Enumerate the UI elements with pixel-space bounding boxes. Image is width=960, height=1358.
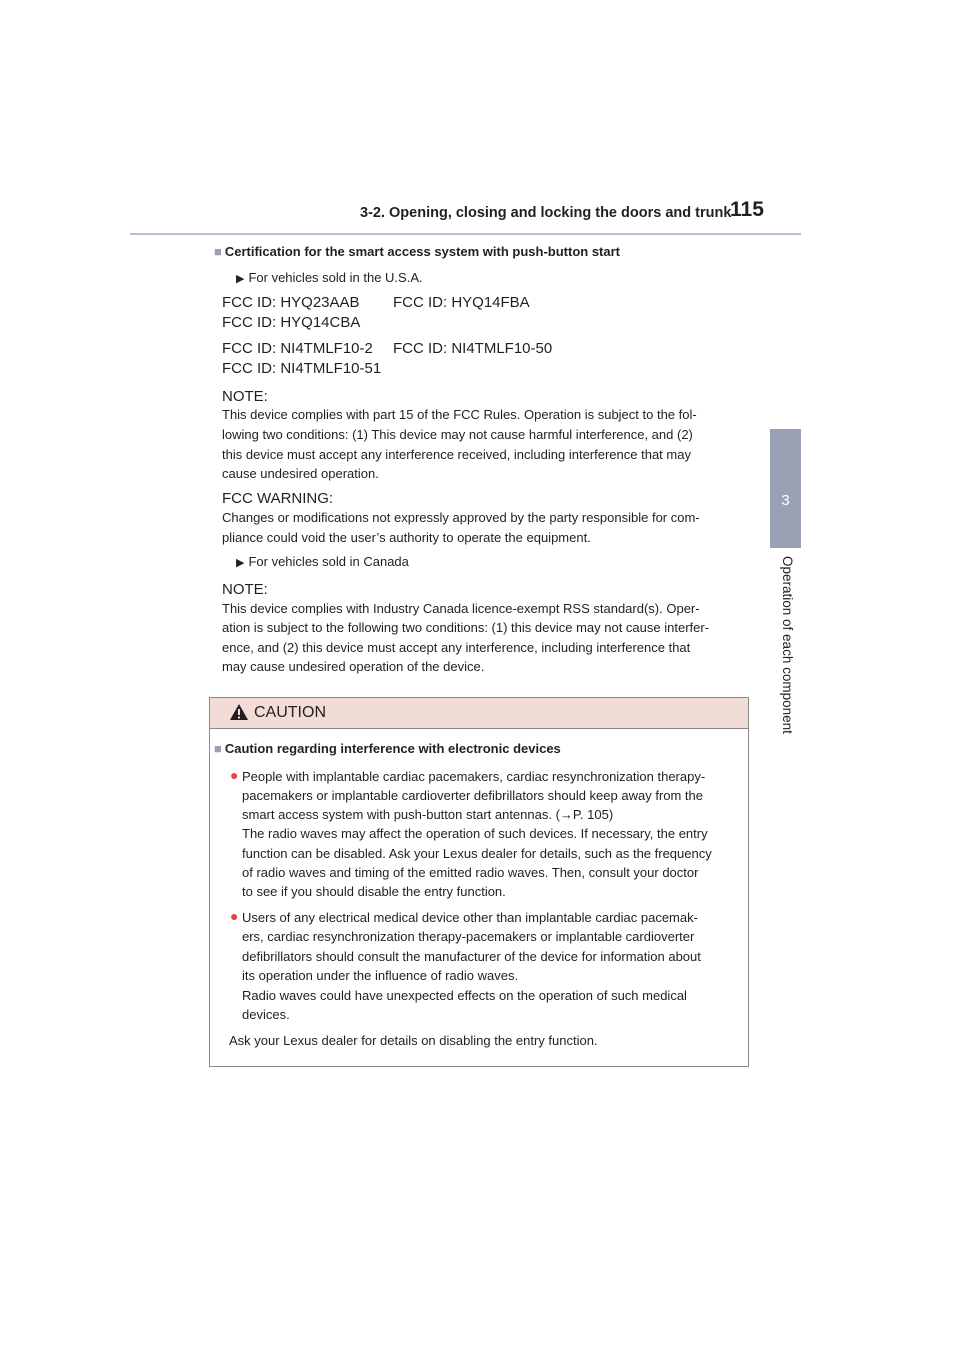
caution-bullet-line: defibrillators should consult the manufacturer of the device for information about xyxy=(242,949,701,964)
caution-bullet-line: People with implantable cardiac pacemakers, cardiac resynchronization therapy- xyxy=(242,769,706,784)
canada-note-label: NOTE: xyxy=(222,581,268,598)
canada-note-line: ence, and (2) this device must accept any interference, including interference that xyxy=(222,640,691,655)
caution-bullet-line: devices. xyxy=(242,1007,290,1022)
usa-label: ▶ For vehicles sold in the U.S.A. xyxy=(236,270,423,285)
caution-heading: ■ Caution regarding interference with electronic devices xyxy=(214,741,561,756)
caution-bullet-line: to see if you should disable the entry function. xyxy=(242,884,506,899)
fcc-id: FCC ID: NI4TMLF10-51 xyxy=(222,360,382,377)
caution-bullet-line: The radio waves may affect the operation of such devices. If necessary, the entry xyxy=(242,826,708,841)
caution-bullet-line: Users of any electrical medical device other than implantable cardiac pacemak- xyxy=(242,910,698,925)
fcc-id: FCC ID: HYQ14CBA xyxy=(222,314,361,331)
triangle-bullet-icon: ▶ xyxy=(236,557,245,569)
bullet-dot-icon: ● xyxy=(230,767,239,783)
canada-label: ▶ For vehicles sold in Canada xyxy=(236,554,409,569)
square-bullet-icon: ■ xyxy=(214,741,222,756)
canada-note-line: This device complies with Industry Canada licence-exempt RSS standard(s). Oper- xyxy=(222,601,700,616)
fcc-id: FCC ID: HYQ23AAB xyxy=(222,294,360,311)
usa-note-line: cause undesired operation. xyxy=(222,466,379,481)
caution-bullet-line: pacemakers or implantable cardioverter defibrillators should keep away from the xyxy=(242,788,703,803)
caution-bullet-line: of radio waves and timing of the emitted radio waves. Then, consult your doctor xyxy=(242,865,699,880)
usa-note-label: NOTE: xyxy=(222,388,268,405)
caution-bullet-line: smart access system with push-button start antennas. (→P. 105) xyxy=(242,807,614,822)
fcc-warning-label: FCC WARNING: xyxy=(222,490,334,507)
caution-footer: Ask your Lexus dealer for details on disabling the entry function. xyxy=(229,1033,598,1048)
caution-title: CAUTION xyxy=(254,704,326,721)
fcc-warning-line: pliance could void the user’s authority to operate the equipment. xyxy=(222,530,591,545)
chapter-title: Operation of each component xyxy=(780,556,795,734)
canada-note-line: may cause undesired operation of the device. xyxy=(222,659,485,674)
caution-bullet-line: its operation under the influence of radio waves. xyxy=(242,968,519,983)
caution-bullet-line: Radio waves could have unexpected effects on the operation of such medical xyxy=(242,988,687,1003)
usa-note-line: this device must accept any interference received, including interference that may xyxy=(222,447,691,462)
caution-header xyxy=(210,698,748,729)
certification-heading: ■ Certification for the smart access system with push-button start xyxy=(214,244,620,259)
bullet-dot-icon: ● xyxy=(230,908,239,924)
section-header: 3-2. Opening, closing and locking the doors and trunk xyxy=(360,205,732,221)
caution-bullet-line: function can be disabled. Ask your Lexus dealer for details, such as the frequency xyxy=(242,846,712,861)
usa-note-line: lowing two conditions: (1) This device may not cause harmful interference, and (2) xyxy=(222,427,693,442)
page-number: 115 xyxy=(730,198,764,221)
caution-bullet-line: ers, cardiac resynchronization therapy-pacemakers or implantable cardioverter xyxy=(242,929,695,944)
fcc-warning-line: Changes or modifications not expressly approved by the party responsible for com- xyxy=(222,510,700,525)
chapter-number: 3 xyxy=(781,492,790,509)
usa-note-line: This device complies with part 15 of the FCC Rules. Operation is subject to the fol- xyxy=(222,407,697,422)
fcc-id: FCC ID: NI4TMLF10-2 xyxy=(222,340,373,357)
warning-icon xyxy=(230,704,248,720)
triangle-bullet-icon: ▶ xyxy=(236,273,245,285)
fcc-id: FCC ID: NI4TMLF10-50 xyxy=(393,340,553,357)
canada-note-line: ation is subject to the following two conditions: (1) this device may not cause interfer- xyxy=(222,620,710,635)
square-bullet-icon: ■ xyxy=(214,244,222,259)
header-divider xyxy=(130,233,801,235)
fcc-id: FCC ID: HYQ14FBA xyxy=(393,294,530,311)
chapter-tab xyxy=(770,429,801,548)
